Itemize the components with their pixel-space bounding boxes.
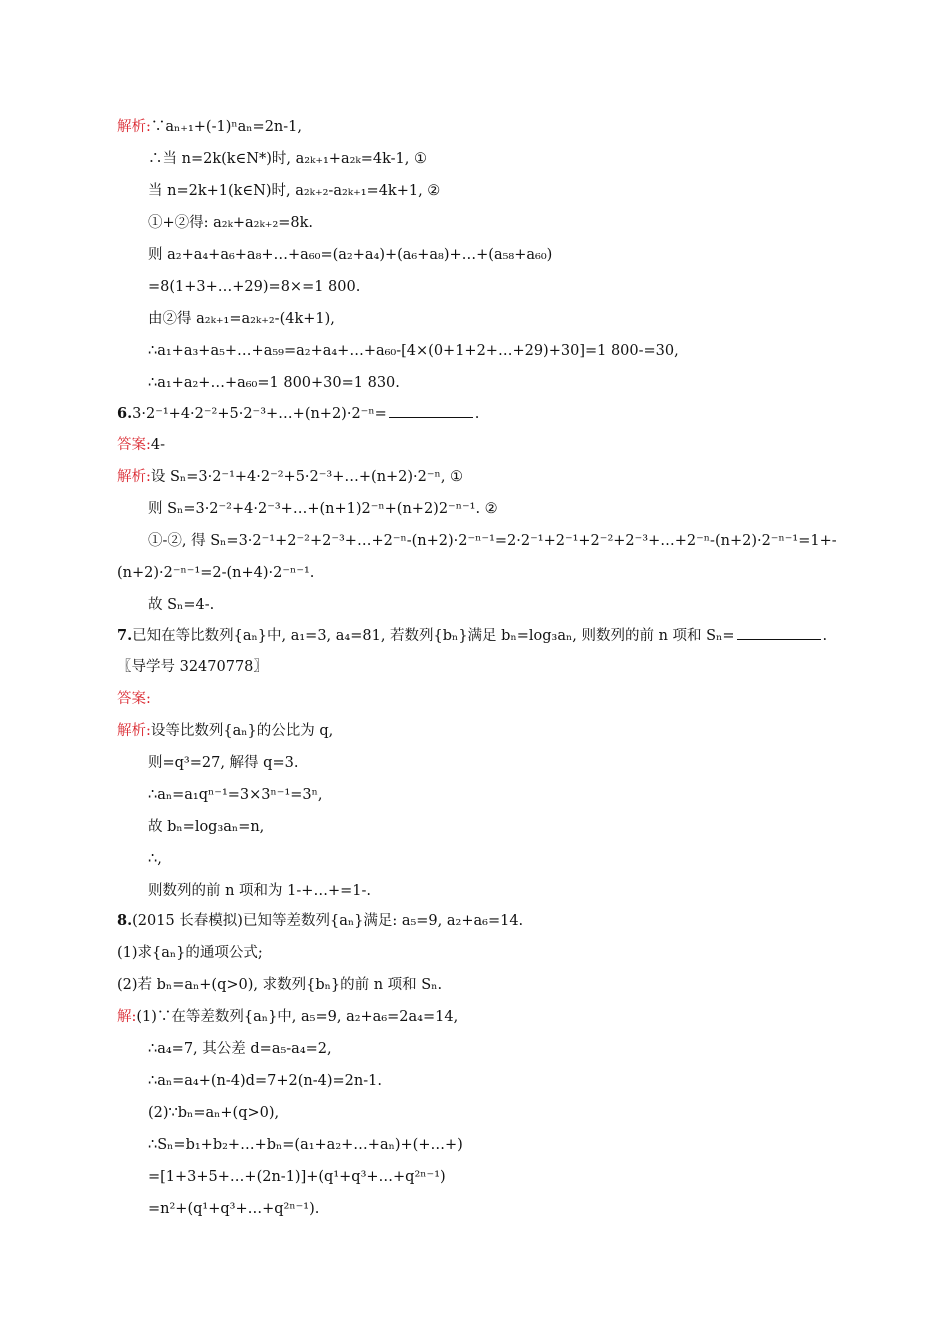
- text-line: [148, 817, 264, 837]
- text-line: [148, 881, 371, 901]
- text-line: [148, 1071, 382, 1091]
- line-text: 已知在等比数列{aₙ}中, a₁=3, a₄=81, 若数列{bₙ}满足 bₙ=log₃aₙ, 则数列的前 n 项和 Sₙ=: [132, 628, 735, 644]
- line-text: 设 Sₙ=3·2⁻¹+4·2⁻²+5·2⁻³+…+(n+2)·2⁻ⁿ, ①: [150, 469, 464, 485]
- text-line: [148, 277, 360, 297]
- line-text: ∴a₁+a₃+a₅+…+a₅₉=a₂+a₄+…+a₆₀-[4×(0+1+2+…+29)+30]=1 800-=30,: [148, 343, 679, 359]
- section-label: 解析:: [117, 119, 151, 135]
- section-label: 答案:: [117, 691, 151, 707]
- line-text: ①-②, 得 Sₙ=3·2⁻¹+2⁻²+2⁻³+…+2⁻ⁿ-(n+2)·2⁻ⁿ⁻¹=2·2⁻¹+2⁻¹+2⁻²+2⁻³+…+2⁻ⁿ-(n+2)·2⁻ⁿ⁻¹=1+-: [148, 533, 837, 549]
- text-line: [117, 975, 442, 995]
- text-line: [148, 1167, 446, 1187]
- line-text: ①+②得: a₂ₖ+a₂ₖ₊₂=8k.: [148, 215, 314, 231]
- line-text: ∴,: [148, 851, 162, 867]
- line-text: ∴a₁+a₂+…+a₆₀=1 800+30=1 830.: [148, 375, 400, 391]
- text-line: [117, 435, 165, 455]
- text-line: [148, 309, 335, 329]
- text-line: [117, 657, 268, 677]
- line-text: 则数列的前 n 项和为 1-+…+=1-.: [148, 883, 371, 899]
- line-text: (1)求{aₙ}的通项公式;: [117, 945, 263, 961]
- question-number: 8.: [117, 912, 133, 929]
- text-line: [148, 1135, 463, 1155]
- text-line: [148, 595, 214, 615]
- text-line: [117, 117, 302, 137]
- line-text: 则 a₂+a₄+a₆+a₈+…+a₆₀=(a₂+a₄)+(a₆+a₈)+…+(a₅₈+a₆₀): [148, 247, 553, 263]
- line-text: =n²+(q¹+q³+…+q²ⁿ⁻¹).: [148, 1201, 320, 1217]
- line-text: 故 bₙ=log₃aₙ=n,: [148, 819, 265, 835]
- line-text: =8(1+3+…+29)=8×=1 800.: [148, 279, 361, 295]
- line-text: 则=q³=27, 解得 q=3.: [148, 755, 299, 771]
- question-number: 6.: [117, 405, 133, 422]
- line-text: ∴aₙ=a₄+(n-4)d=7+2(n-4)=2n-1.: [148, 1073, 382, 1089]
- text-line: [117, 625, 827, 646]
- line-text: (2)∵bₙ=aₙ+(q>0),: [148, 1105, 280, 1121]
- text-line: [148, 531, 837, 551]
- text-line: [148, 499, 498, 519]
- text-line: [148, 785, 323, 805]
- line-end-punct: .: [474, 406, 480, 422]
- line-text: ∴Sₙ=b₁+b₂+…+bₙ=(a₁+a₂+…+aₙ)+(+…+): [148, 1137, 463, 1153]
- line-text: 设等比数列{aₙ}的公比为 q,: [150, 723, 334, 739]
- line-text: ∵aₙ₊₁+(-1)ⁿaₙ=2n-1,: [150, 119, 303, 135]
- text-line: [148, 373, 400, 393]
- question-number: 7.: [117, 627, 133, 644]
- section-label: 解析:: [117, 469, 151, 485]
- line-text: 故 Sₙ=4-.: [148, 597, 215, 613]
- text-line: [148, 1103, 279, 1123]
- line-text: ∴a₄=7, 其公差 d=a₅-a₄=2,: [148, 1041, 332, 1057]
- line-text: 则 Sₙ=3·2⁻²+4·2⁻³+…+(n+1)2⁻ⁿ+(n+2)2⁻ⁿ⁻¹. ②: [148, 501, 498, 517]
- line-end-punct: .: [822, 628, 828, 644]
- section-label: 解析:: [117, 723, 151, 739]
- text-line: [148, 149, 427, 169]
- text-line: [117, 403, 479, 424]
- answer-blank[interactable]: [737, 625, 821, 640]
- line-text: 由②得 a₂ₖ₊₁=a₂ₖ₊₂-(4k+1),: [148, 311, 335, 327]
- text-line: [148, 849, 162, 869]
- line-text: 〖导学号 32470778〗: [117, 659, 268, 675]
- line-text: 3·2⁻¹+4·2⁻²+5·2⁻³+…+(n+2)·2⁻ⁿ=: [132, 406, 387, 422]
- line-text: ∴当 n=2k(k∈N*)时, a₂ₖ₊₁+a₂ₖ=4k-1, ①: [148, 151, 427, 167]
- text-line: [148, 753, 298, 773]
- answer-blank[interactable]: [389, 403, 473, 418]
- line-text: (n+2)·2⁻ⁿ⁻¹=2-(n+4)·2⁻ⁿ⁻¹.: [117, 565, 315, 581]
- text-line: [148, 213, 313, 233]
- text-line: [117, 1007, 458, 1027]
- line-text: (2015 长春模拟)已知等差数列{aₙ}满足: a₅=9, a₂+a₆=14.: [132, 913, 524, 929]
- text-line: [148, 245, 552, 265]
- text-line: [148, 1039, 332, 1059]
- section-label: 解:: [117, 1009, 137, 1025]
- line-text: (1)∵在等差数列{aₙ}中, a₅=9, a₂+a₆=2a₄=14,: [136, 1009, 459, 1025]
- text-line: [117, 911, 523, 931]
- text-line: [148, 1199, 319, 1219]
- text-line: [117, 943, 263, 963]
- line-text: (2)若 bₙ=aₙ+(q>0), 求数列{bₙ}的前 n 项和 Sₙ.: [117, 977, 443, 993]
- text-line: [117, 689, 151, 709]
- text-line: [148, 341, 679, 361]
- text-line: [148, 181, 440, 201]
- text-line: [117, 467, 463, 487]
- line-text: ∴aₙ=a₁qⁿ⁻¹=3×3ⁿ⁻¹=3ⁿ,: [148, 787, 323, 803]
- text-line: [117, 721, 333, 741]
- section-label: 答案:: [117, 437, 151, 453]
- line-text: =[1+3+5+…+(2n-1)]+(q¹+q³+…+q²ⁿ⁻¹): [148, 1169, 446, 1185]
- text-line: [117, 563, 314, 583]
- line-text: 4-: [150, 437, 166, 453]
- line-text: 当 n=2k+1(k∈N)时, a₂ₖ₊₂-a₂ₖ₊₁=4k+1, ②: [148, 183, 441, 199]
